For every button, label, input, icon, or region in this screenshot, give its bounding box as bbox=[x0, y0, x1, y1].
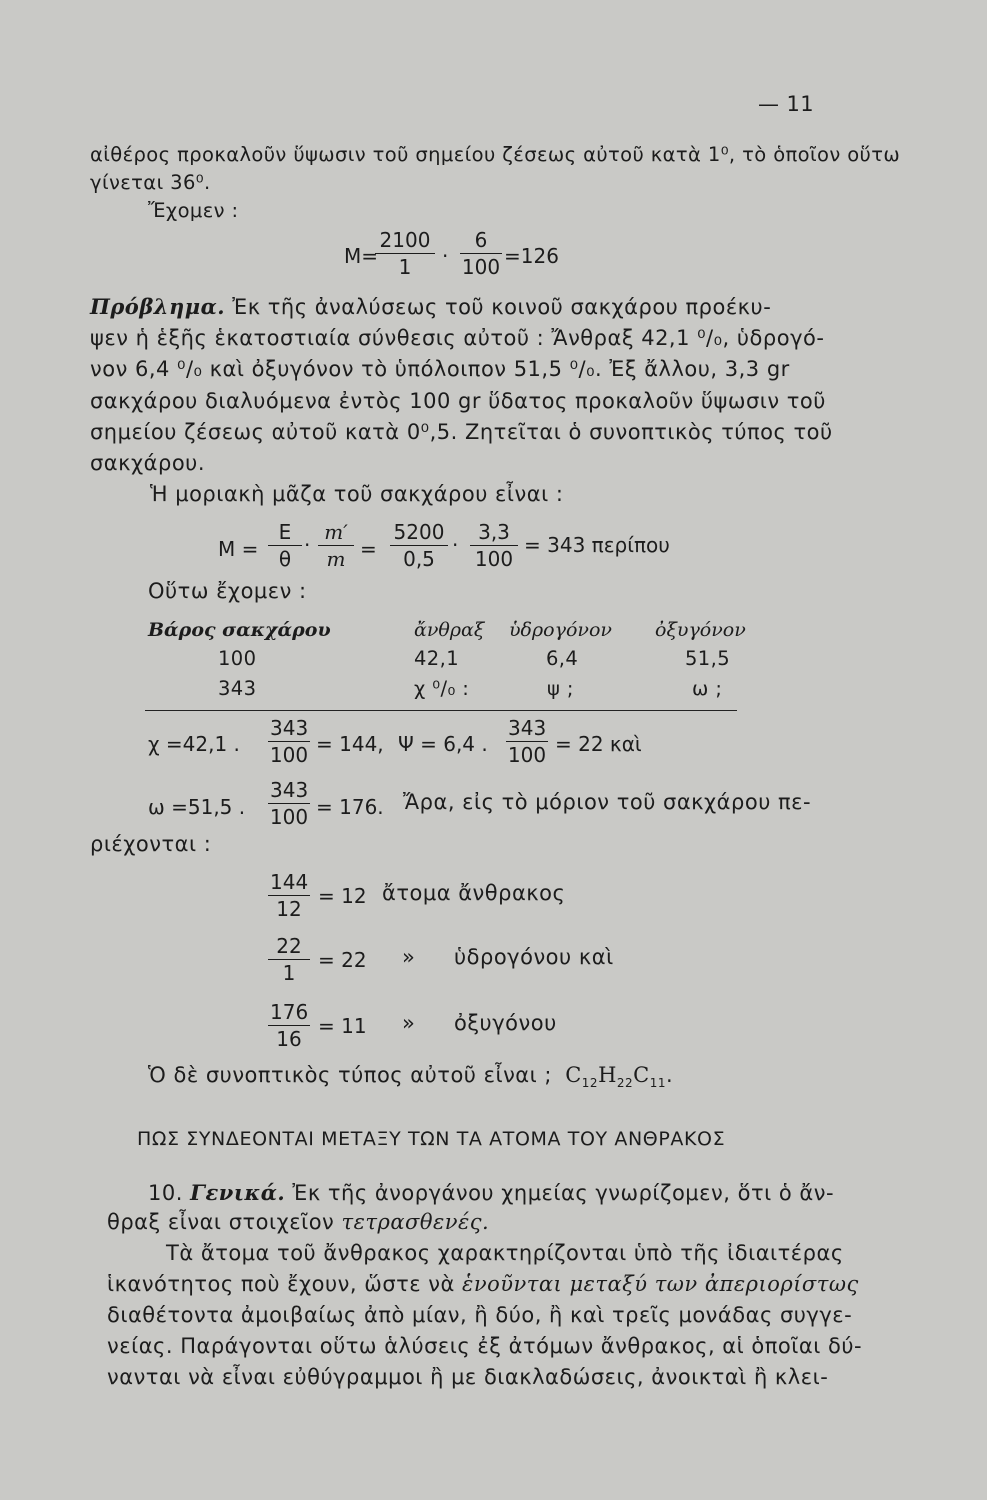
section10-line: νανται νὰ εἶναι εὐθύγραμμοι ἢ με διακλαδώσεις, ἀνοικταὶ ἢ κλει- bbox=[107, 1365, 829, 1389]
formula-h-sub: 22 bbox=[616, 1076, 634, 1091]
eq3-rhs: = 22 καὶ bbox=[555, 732, 642, 756]
formula-o: C bbox=[633, 1063, 650, 1087]
eq4-rhs: = 176. bbox=[316, 795, 384, 819]
section-text: ἱκανότητος ποὺ ἔχουν, ὥστε νὰ bbox=[107, 1272, 463, 1296]
atoms-ditto: » bbox=[402, 1011, 416, 1035]
atoms-rhs: = 12 bbox=[318, 884, 367, 908]
atoms-rhs: = 22 bbox=[318, 948, 367, 972]
atoms-fraction bbox=[268, 934, 310, 985]
table-header-weight: Βάρος σακχάρου bbox=[148, 619, 331, 641]
section-title: Γενικά. bbox=[190, 1180, 286, 1205]
eq2-lhs: M = bbox=[218, 537, 259, 561]
problem-line: νον 6,4 ⁰/₀ καὶ ὀξυγόνον τὸ ὑπόλοιπον 51,5 ⁰/₀. Ἐξ ἄλλου, 3,3 gr bbox=[90, 357, 790, 381]
section-number: 10. bbox=[148, 1181, 183, 1205]
table-rule bbox=[145, 710, 737, 711]
table-cell: χ ⁰/₀ : bbox=[414, 677, 470, 700]
eq2-fraction bbox=[470, 520, 518, 571]
eq3-fraction bbox=[506, 716, 548, 767]
eq2-equals: = bbox=[360, 537, 377, 561]
numerator: 343 bbox=[508, 716, 547, 740]
section-heading: ΠΩΣ ΣΥΝΔΕΟΝΤΑΙ ΜΕΤΑΞΥ ΤΩΝ ΤΑ ΑΤΟΜΑ ΤΟΥ ΑΝΘΡΑΚΟΣ bbox=[137, 1128, 726, 1150]
table-header-oxygen: ὀξυγόνον bbox=[655, 619, 746, 641]
section-text: Ἐκ τῆς ἀνοργάνου χημείας γνωρίζομεν, ὅτι ὁ ἄν- bbox=[285, 1181, 835, 1205]
eq4-lhs: ω =51,5 . bbox=[148, 795, 246, 819]
denominator: 100 bbox=[474, 547, 514, 571]
table-cell: 42,1 bbox=[414, 647, 460, 670]
eq4-text: Ἄρα, εἰς τὸ μόριον τοῦ σακχάρου πε- bbox=[403, 790, 812, 814]
so-we-have: Οὕτω ἔχομεν : bbox=[148, 579, 307, 603]
section-emphasis: τετρασθενές. bbox=[341, 1210, 490, 1234]
numerator: 343 bbox=[270, 716, 309, 740]
atoms-ditto: » bbox=[402, 945, 416, 969]
denominator: 100 bbox=[507, 743, 547, 767]
table-header-hydrogen: ὑδρογόνον bbox=[509, 619, 612, 641]
intro-line: Ἔχομεν : bbox=[148, 199, 239, 222]
denominator: 0,5 bbox=[403, 547, 435, 571]
section10-line: διαθέτοντα ἀμοιβαίως ἀπὸ μίαν, ἢ δύο, ἢ καὶ τρεῖς μονάδας συγγε- bbox=[107, 1303, 853, 1327]
denominator: 12 bbox=[276, 897, 302, 921]
numerator: E bbox=[268, 520, 302, 546]
formula-c-sub: 12 bbox=[581, 1076, 599, 1091]
formula-c: C bbox=[565, 1063, 582, 1087]
problem-line: ψεν ἡ ἑξῆς ἑκατοστιαία σύνθεσις αὐτοῦ : Ἄνθραξ 42,1 ⁰/₀, ὑδρογό- bbox=[90, 326, 825, 350]
section10-line2 bbox=[107, 1210, 489, 1234]
contained-line: ριέχονται : bbox=[90, 832, 212, 856]
eq1-fraction bbox=[375, 228, 435, 279]
eq2-fraction bbox=[318, 520, 354, 571]
denominator: 16 bbox=[276, 1027, 302, 1051]
section10-line: Τὰ ἄτομα τοῦ ἄνθρακος χαρακτηρίζονται ὑπὸ τῆς ἰδιαιτέρας bbox=[166, 1241, 844, 1265]
numerator: 144 bbox=[270, 870, 309, 894]
atoms-label: ὀξυγόνου bbox=[454, 1011, 557, 1035]
eq2-dot: · bbox=[304, 533, 311, 557]
eq1-fraction bbox=[460, 228, 502, 279]
table-header-carbon: ἄνθραξ bbox=[414, 619, 485, 641]
denominator: 1 bbox=[282, 961, 296, 985]
section-text: θραξ εἶναι στοιχεῖον bbox=[107, 1210, 342, 1234]
problem-line: σημείου ζέσεως αὐτοῦ κατὰ 0⁰,5. Ζητεῖται ὁ συνοπτικὸς τύπος τοῦ bbox=[90, 420, 833, 444]
section10-line: νείας. Παράγονται οὕτω ἁλύσεις ἐξ ἀτόμων ἄνθρακος, αἱ ὁποῖαι δύ- bbox=[107, 1334, 863, 1358]
eq1-dot: · bbox=[442, 244, 449, 268]
table-cell: 343 bbox=[218, 677, 257, 700]
numerator: 343 bbox=[270, 778, 309, 802]
eq2-dot: · bbox=[452, 533, 459, 557]
table-cell: 6,4 bbox=[546, 647, 579, 670]
numerator: 3,3 bbox=[470, 520, 518, 546]
atoms-fraction bbox=[268, 870, 310, 921]
atoms-label: ὑδρογόνου καὶ bbox=[454, 945, 614, 969]
eq1-lhs: M= bbox=[344, 244, 379, 268]
table-cell: ψ ; bbox=[547, 677, 574, 700]
numerator: 6 bbox=[460, 228, 502, 254]
intro-line: γίνεται 36⁰. bbox=[90, 171, 211, 194]
section10-line4 bbox=[107, 1272, 859, 1296]
formula-h: H bbox=[598, 1063, 617, 1087]
table-cell: 51,5 bbox=[685, 647, 731, 670]
formula-end: . bbox=[666, 1063, 674, 1087]
numerator: m′ bbox=[318, 520, 354, 546]
eq4-fraction bbox=[268, 778, 310, 829]
molar-mass-line: Ἡ μοριακὴ μᾶζα τοῦ σακχάρου εἶναι : bbox=[150, 482, 564, 506]
problem-line: σακχάρου διαλυόμενα ἐντὸς 100 gr ὕδατος προκαλοῦν ὕψωσιν τοῦ bbox=[90, 389, 826, 413]
eq2-fraction bbox=[268, 520, 302, 571]
problem-line: σακχάρου. bbox=[90, 451, 206, 475]
eq2-rhs: = 343 περίπου bbox=[524, 533, 670, 557]
problem-text: Ἐκ τῆς ἀναλύσεως τοῦ κοινοῦ σακχάρου προέκυ- bbox=[225, 295, 772, 319]
eq3-rhs: = 144, bbox=[316, 732, 384, 756]
intro-line: αἰθέρος προκαλοῦν ὕψωσιν τοῦ σημείου ζέσεως αὐτοῦ κατὰ 1⁰, τὸ ὁποῖον οὕτω bbox=[90, 143, 901, 166]
numerator: 176 bbox=[270, 1000, 309, 1024]
problem-line1 bbox=[90, 294, 771, 319]
denominator: m bbox=[326, 547, 346, 571]
numerator: 5200 bbox=[390, 520, 448, 546]
formula-o-sub: 11 bbox=[649, 1076, 667, 1091]
denominator: θ bbox=[278, 547, 292, 571]
atoms-label: ἄτομα ἄνθρακος bbox=[382, 881, 566, 905]
table-cell: ω ; bbox=[692, 677, 723, 700]
page-number: — 11 bbox=[758, 92, 814, 116]
atoms-fraction bbox=[268, 1000, 310, 1051]
denominator: 100 bbox=[269, 743, 309, 767]
problem-label: Πρόβλημα. bbox=[90, 294, 226, 319]
denominator: 100 bbox=[461, 255, 501, 279]
denominator: 100 bbox=[269, 805, 309, 829]
eq1-rhs: =126 bbox=[504, 244, 559, 268]
atoms-rhs: = 11 bbox=[318, 1014, 367, 1038]
formula-line bbox=[148, 1063, 673, 1090]
numerator: 22 bbox=[268, 934, 310, 960]
eq3-fraction bbox=[268, 716, 310, 767]
section10-line1 bbox=[148, 1180, 834, 1205]
eq3-lhs: χ =42,1 . bbox=[148, 732, 240, 756]
table-cell: 100 bbox=[218, 647, 257, 670]
numerator: 2100 bbox=[375, 228, 435, 254]
section-emphasis: ἑνοῦνται μεταξύ των ἀπεριορίστως bbox=[462, 1272, 859, 1296]
denominator: 1 bbox=[398, 255, 412, 279]
eq2-fraction bbox=[390, 520, 448, 571]
eq3-lhs: Ψ = 6,4 . bbox=[398, 732, 488, 756]
formula-text: Ὁ δὲ συνοπτικὸς τύπος αὐτοῦ εἶναι ; bbox=[148, 1063, 553, 1087]
